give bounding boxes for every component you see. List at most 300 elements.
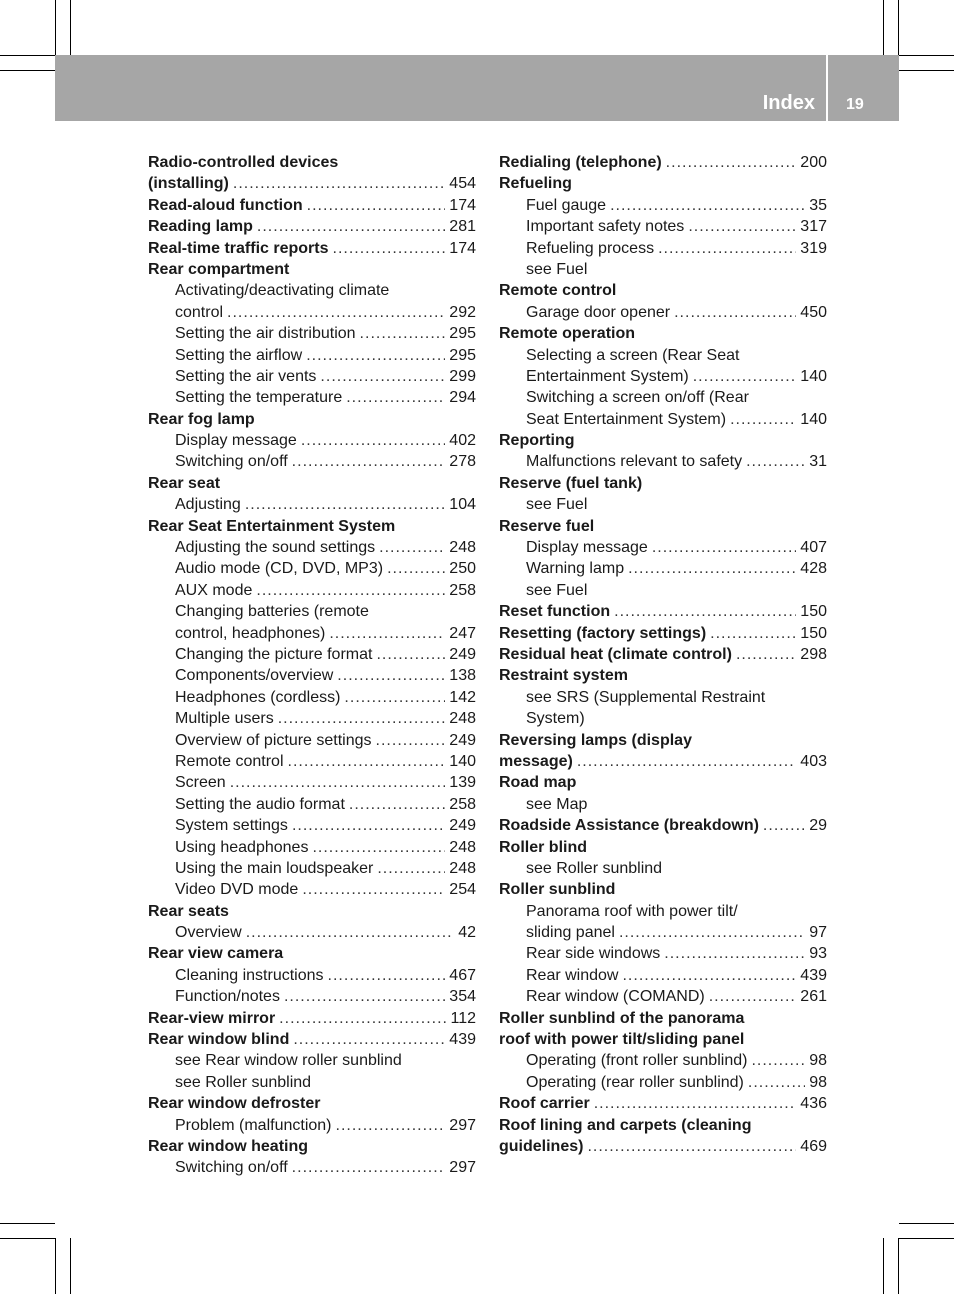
index-subentry [499,687,827,708]
leader-dots [245,494,445,515]
entry-page-number: 174 [449,196,476,214]
index-entry [148,516,476,537]
entry-label: Refueling [499,175,572,193]
entry-page-number: 295 [449,346,476,364]
index-entry [499,815,827,836]
leader-dots [622,965,796,986]
entry-page-number: 297 [449,1116,476,1134]
index-subentry [148,494,476,515]
index-subentry [148,730,476,751]
index-subentry [148,451,476,472]
entry-page-number: 439 [449,1031,476,1049]
leader-dots [292,815,445,836]
header-divider [826,55,828,121]
crop-mark [70,0,71,55]
index-entry [499,837,827,858]
entry-page-number: 140 [800,367,827,385]
leader-dots [610,195,805,216]
leader-dots [337,665,445,686]
entry-page-number: 98 [809,1052,827,1070]
leader-dots [302,879,445,900]
index-subentry [148,280,476,301]
index-subentry [499,537,827,558]
entry-page-number: 278 [449,453,476,471]
entry-page-number: 403 [800,752,827,770]
index-subentry [148,580,476,601]
index-entry [499,730,827,751]
entry-page-number: 250 [449,560,476,578]
index-entry [499,623,827,644]
entry-label: Operating (rear roller sunblind) [526,1073,744,1091]
entry-label: Headphones (cordless) [175,688,341,706]
entry-label: Malfunctions relevant to safety [526,453,743,471]
entry-label: Remote operation [499,325,636,343]
index-subentry [499,1072,827,1093]
entry-label: Real-time traffic reports [148,239,329,257]
entry-label: Panorama roof with power tilt/ [526,902,738,920]
leader-dots [746,451,805,472]
entry-label: Refueling process [526,239,655,257]
index-subentry [148,858,476,879]
entry-label: Overview of picture settings [175,731,372,749]
index-subentry [499,986,827,1007]
entry-label: Garage door opener [526,303,671,321]
index-entry [499,323,827,344]
entry-label: Setting the air distribution [175,325,356,343]
entry-label: Rear window blind [148,1031,290,1049]
entry-label: Roller blind [499,838,587,856]
leader-dots [227,302,445,323]
entry-label: (installing) [148,175,229,193]
leader-dots [376,644,445,665]
index-entry [148,1008,476,1029]
entry-page-number: 298 [800,645,827,663]
leader-dots [710,623,796,644]
leader-dots [346,387,445,408]
index-subentry [148,708,476,729]
leader-dots [614,601,796,622]
entry-label: Warning lamp [526,560,625,578]
index-entry [148,195,476,216]
entry-label: Rear view camera [148,945,284,963]
entry-page-number: 248 [449,859,476,877]
index-subentry [148,430,476,451]
entry-page-number: 450 [800,303,827,321]
leader-dots [256,580,445,601]
index-entry [499,1136,827,1157]
entry-label: Adjusting [175,496,241,514]
leader-dots [658,238,796,259]
leader-dots [292,451,446,472]
index-subentry [148,665,476,686]
entry-page-number: 299 [449,367,476,385]
leader-dots [257,216,445,237]
crop-mark [899,55,954,56]
entry-label: Overview [175,924,242,942]
index-entry [499,473,827,494]
leader-dots [278,708,446,729]
entry-label: Radio-controlled devices [148,154,339,171]
entry-page-number: 467 [449,966,476,984]
entry-page-number: 247 [449,624,476,642]
entry-label: Operating (front roller sunblind) [526,1052,748,1070]
index-entry [499,751,827,772]
entry-label: Rear seat [148,474,221,492]
leader-dots [652,537,796,558]
entry-page-number: 104 [449,496,476,514]
index-entry [499,644,827,665]
crop-mark [55,0,56,55]
entry-label: Resetting (factory settings) [499,624,707,642]
leader-dots [329,623,445,644]
entry-page-number: 248 [449,710,476,728]
entry-page-number: 150 [800,603,827,621]
leader-dots [320,366,445,387]
index-subentry [148,558,476,579]
crop-mark [0,1223,55,1224]
leader-dots [312,837,445,858]
entry-label: Reporting [499,432,575,450]
entry-label: guidelines) [499,1137,584,1155]
leader-dots [360,323,446,344]
index-subentry [148,601,476,622]
index-subentry [148,623,476,644]
index-subentry [148,772,476,793]
entry-page-number: 140 [800,410,827,428]
index-entry [148,409,476,430]
entry-label: System) [526,710,585,728]
index-subentry [148,879,476,900]
leader-dots [619,922,805,943]
index-entry [148,173,476,194]
entry-label: Rear Seat Entertainment System [148,517,396,535]
leader-dots [674,302,796,323]
entry-label: Roof lining and carpets (cleaning [499,1116,752,1134]
entry-page-number: 249 [449,731,476,749]
index-subentry [148,387,476,408]
entry-label: Using headphones [175,838,309,856]
leader-dots [246,922,455,943]
crop-mark [0,55,55,56]
entry-page-number: 439 [800,966,827,984]
index-entry [148,1136,476,1157]
entry-label: Residual heat (climate control) [499,645,732,663]
entry-page-number: 200 [800,154,827,171]
index-entry [148,473,476,494]
leader-dots [709,986,797,1007]
entry-label: Switching a screen on/off (Rear [526,389,749,407]
index-entry [499,1093,827,1114]
leader-dots [288,751,446,772]
index-subentry [499,580,827,601]
entry-page-number: 436 [800,1095,827,1113]
entry-page-number: 281 [449,218,476,236]
index-entry [499,152,827,173]
index-entry [148,1093,476,1114]
index-subentry [499,387,827,408]
entry-page-number: 297 [449,1159,476,1177]
leader-dots [328,965,446,986]
leader-dots [748,1072,805,1093]
entry-label: Reversing lamps (display [499,731,692,749]
leader-dots [693,366,797,387]
index-entry [148,216,476,237]
crop-mark [883,1238,884,1294]
index-entry [148,943,476,964]
entry-page-number: 142 [449,688,476,706]
leader-dots [376,730,446,751]
leader-dots [336,1115,446,1136]
index-entry [148,152,476,173]
index-entry [148,1029,476,1050]
entry-page-number: 112 [450,1009,476,1027]
entry-label: Rear compartment [148,260,290,278]
leader-dots [577,751,796,772]
index-subentry [148,366,476,387]
entry-page-number: 139 [449,774,476,792]
crop-mark [898,1238,899,1294]
crop-mark [899,1238,954,1239]
index-subentry [148,837,476,858]
index-subentry [499,901,827,922]
entry-label: Roller sunblind of the panorama [499,1009,745,1027]
entry-label: control, headphones) [175,624,326,642]
leader-dots [688,216,796,237]
index-subentry [499,794,827,815]
entry-label: control [175,303,224,321]
index-subentry [148,1072,476,1093]
index-entry [499,516,827,537]
entry-page-number: 261 [800,988,827,1006]
index-subentry [499,302,827,323]
index-subentry [148,751,476,772]
entry-label: Rear fog lamp [148,410,255,428]
entry-page-number: 469 [800,1137,827,1155]
index-subentry [499,259,827,280]
index-subentry [148,986,476,1007]
page-title: Index [762,92,815,114]
entry-label: Changing the picture format [175,645,373,663]
entry-label: see Roller sunblind [526,859,663,877]
index-entry [499,879,827,900]
leader-dots [763,815,805,836]
entry-page-number: 174 [449,239,476,257]
entry-label: Reading lamp [148,218,253,236]
entry-label: Road map [499,774,577,792]
index-subentry [148,644,476,665]
entry-label: Rear window (COMAND) [526,988,705,1006]
leader-dots [349,794,445,815]
entry-label: see SRS (Supplemental Restraint [526,688,766,706]
entry-label: see Fuel [526,581,588,599]
entry-label: Display message [175,432,297,450]
entry-label: Components/overview [175,667,334,685]
index-subentry [499,708,827,729]
entry-label: see Map [526,795,588,813]
entry-label: Read-aloud function [148,196,303,214]
entry-page-number: 150 [800,624,827,642]
leader-dots [377,858,445,879]
entry-label: Multiple users [175,710,274,728]
entry-label: see Fuel [526,496,588,514]
leader-dots [292,1157,446,1178]
index-column-left [148,152,476,1179]
entry-label: Entertainment System) [526,367,689,385]
entry-label: Display message [526,539,648,557]
entry-label: sliding panel [526,924,615,942]
entry-label: Remote control [499,282,617,300]
entry-page-number: 98 [809,1073,827,1091]
leader-dots [333,238,446,259]
entry-label: Adjusting the sound settings [175,539,376,557]
entry-label: Problem (malfunction) [175,1116,332,1134]
entry-label: Setting the airflow [175,346,303,364]
entry-page-number: 249 [449,645,476,663]
entry-page-number: 295 [449,325,476,343]
entry-page-number: 254 [449,881,476,899]
entry-label: see Fuel [526,260,588,278]
index-subentry [499,366,827,387]
index-subentry [499,494,827,515]
index-subentry [148,302,476,323]
index-subentry [499,451,827,472]
entry-page-number: 248 [449,838,476,856]
entry-page-number: 428 [800,560,827,578]
entry-page-number: 42 [458,924,476,942]
index-subentry [499,558,827,579]
index-entry [499,173,827,194]
leader-dots [301,430,445,451]
entry-label: Selecting a screen (Rear Seat [526,346,740,364]
entry-page-number: 97 [809,924,827,942]
index-subentry [499,965,827,986]
entry-label: Changing batteries (remote [175,603,369,621]
entry-label: Restraint system [499,667,628,685]
entry-page-number: 402 [449,432,476,450]
entry-label: Fuel gauge [526,196,607,214]
leader-dots [628,558,796,579]
index-subentry [499,922,827,943]
index-entry [499,665,827,686]
index-entry [499,772,827,793]
entry-label: message) [499,752,573,770]
entry-label: Rear side windows [526,945,661,963]
index-entry [499,1115,827,1136]
leader-dots [379,537,445,558]
leader-dots [279,1008,446,1029]
index-subentry [499,943,827,964]
page-number: 19 [846,96,864,113]
entry-label: Rear seats [148,902,229,920]
entry-page-number: 140 [449,752,476,770]
leader-dots [666,152,797,173]
entry-label: Rear window defroster [148,1095,321,1113]
leader-dots [387,558,445,579]
entry-label: Setting the air vents [175,367,317,385]
entry-page-number: 248 [449,539,476,557]
leader-dots [751,1050,805,1071]
leader-dots [233,173,445,194]
entry-label: Function/notes [175,988,280,1006]
leader-dots [306,345,445,366]
entry-page-number: 354 [449,988,476,1006]
index-entry [148,238,476,259]
entry-page-number: 31 [809,453,827,471]
leader-dots [664,943,805,964]
index-entry [499,1008,827,1029]
entry-page-number: 138 [449,667,476,685]
index-subentry [148,815,476,836]
crop-mark [899,1223,954,1224]
entry-page-number: 93 [809,945,827,963]
index-subentry [499,858,827,879]
entry-label: Setting the temperature [175,389,343,407]
index-entry [148,259,476,280]
entry-label: see Roller sunblind [175,1073,312,1091]
index-subentry [148,1050,476,1071]
leader-dots [594,1093,797,1114]
leader-dots [293,1029,445,1050]
entry-label: Video DVD mode [175,881,299,899]
index-subentry [499,1050,827,1071]
entry-page-number: 454 [449,175,476,193]
leader-dots [736,644,796,665]
index-subentry [148,922,476,943]
index-entry [499,430,827,451]
leader-dots [284,986,445,1007]
index-subentry [148,1115,476,1136]
entry-page-number: 249 [449,817,476,835]
index-subentry [499,216,827,237]
entry-label: Switching on/off [175,1159,288,1177]
entry-label: Seat Entertainment System) [526,410,727,428]
index-entry [499,1029,827,1050]
index-subentry [148,965,476,986]
entry-label: Rear window [526,966,619,984]
crop-mark [0,70,55,71]
index-subentry [499,238,827,259]
entry-label: System settings [175,817,288,835]
index-entry [499,601,827,622]
crop-mark [0,1238,55,1239]
page-header [55,55,899,121]
crop-mark [883,0,884,55]
leader-dots [344,687,445,708]
entry-label: Rear window heating [148,1137,309,1155]
entry-label: Important safety notes [526,218,685,236]
index-entry [499,280,827,301]
index-column-right [499,152,827,1157]
entry-page-number: 407 [800,539,827,557]
index-subentry [148,323,476,344]
leader-dots [307,195,446,216]
crop-mark [55,1238,56,1294]
crop-mark [898,0,899,55]
index-subentry [499,345,827,366]
leader-dots [587,1136,796,1157]
entry-label: roof with power tilt/sliding panel [499,1031,745,1049]
entry-page-number: 294 [449,389,476,407]
index-subentry [148,1157,476,1178]
crop-mark [899,70,954,71]
entry-label: Using the main loudspeaker [175,859,374,877]
entry-label: Remote control [175,752,284,770]
entry-label: Rear-view mirror [148,1009,276,1027]
index-subentry [148,345,476,366]
entry-label: Roadside Assistance (breakdown) [499,817,759,835]
index-subentry [148,687,476,708]
entry-label: Reserve fuel [499,517,595,535]
